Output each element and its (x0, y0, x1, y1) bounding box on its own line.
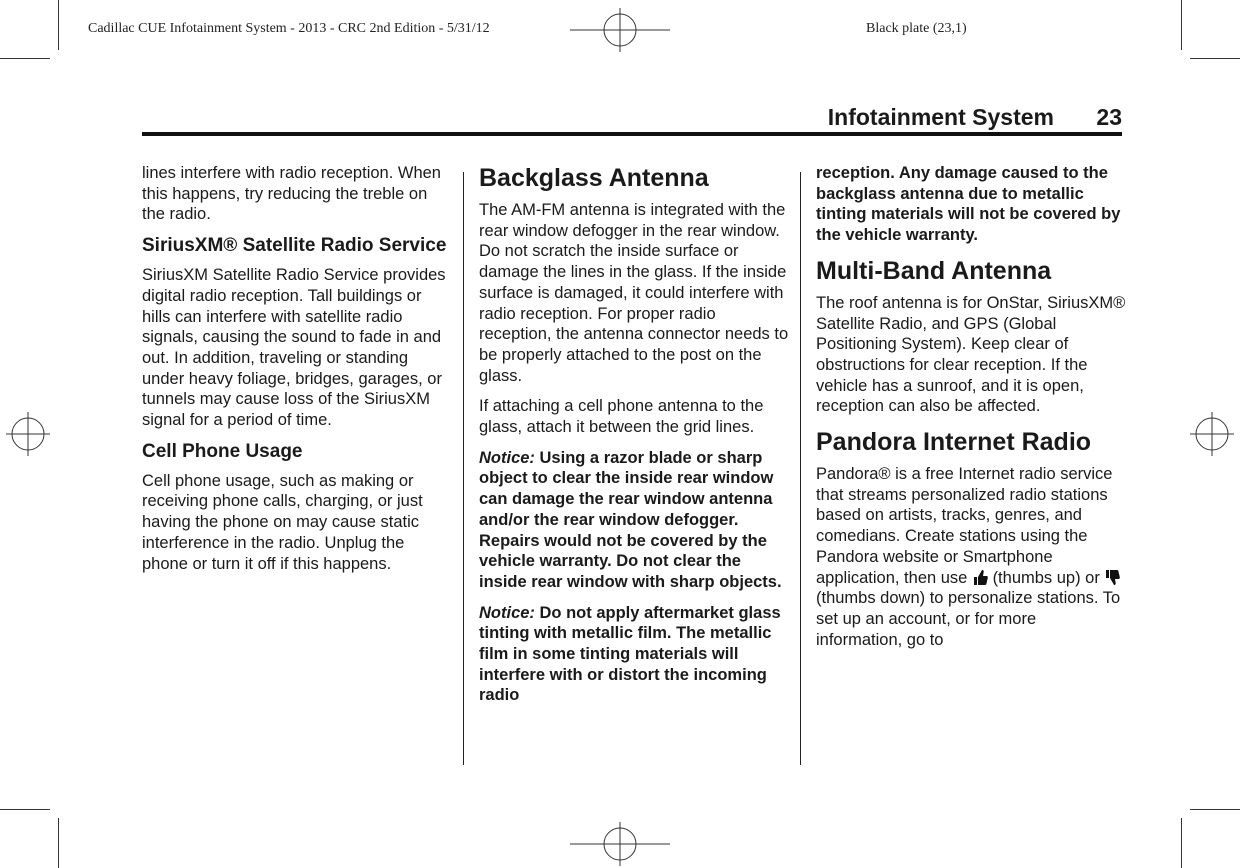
crop-mark-top-right-horizontal (1190, 58, 1240, 59)
siriusxm-heading: SiriusXM® Satellite Radio Service (142, 235, 447, 257)
notice-tinting (479, 603, 789, 707)
crop-mark-top-left-vertical (58, 0, 59, 50)
section-title: Infotainment System (827, 104, 1054, 130)
notice-label: Notice: (479, 448, 535, 467)
crop-mark-bottom-left-horizontal (0, 809, 50, 810)
thumbs-down-icon (1104, 569, 1120, 586)
notice-razor (479, 448, 789, 593)
backglass-paragraph-1: The AM-FM antenna is integrated with the rear window defogger in the rear window. Do not scratch the inside surface or damage the lines in the glass. If the inside surface is damaged, it could interfere with radio reception. For proper radio reception, the antenna connector needs to be properly attached to the post on the glass. (479, 201, 789, 385)
notice-label: Notice: (479, 603, 535, 622)
notice-text: Do not apply aftermarket glass tinting with metallic film. The metallic film in some tinting materials will interfere with or distort the incoming radio (479, 603, 781, 705)
notice-tinting-continued: reception. Any damage caused to the backglass antenna due to metallic tinting materials will not be covered by the vehicle warranty. (816, 164, 1121, 245)
column-right (816, 163, 1126, 660)
cellphone-paragraph: Cell phone usage, such as making or receiving phone calls, charging, or just having the phone on may cause static interference in the radio. Unplug the phone or turn it off if this happens. (142, 471, 423, 573)
print-slug-right: Black plate (23,1) (866, 21, 967, 36)
notice-text: Using a razor blade or sharp object to clear the inside rear window can damage the rear window antenna and/or the rear window defogger. Repairs would not be covered by the vehicle warranty. Do not clear the inside rear window with sharp objects. (479, 448, 782, 591)
multiband-heading: Multi-Band Antenna (816, 256, 1052, 285)
backglass-paragraph-2: If attaching a cell phone antenna to the glass, attach it between the grid lines. (479, 397, 764, 437)
intro-paragraph: lines interfere with radio reception. When this happens, try reducing the treble on the radio. (142, 164, 441, 224)
thumbs-up-icon (972, 569, 988, 586)
crop-mark-top-right-vertical (1181, 0, 1182, 50)
registration-mark-right (1190, 412, 1234, 456)
pandora-heading: Pandora Internet Radio (816, 428, 1092, 457)
print-slug-left: Cadillac CUE Infotainment System - 2013 - CRC 2nd Edition - 5/31/12 (88, 21, 490, 36)
pandora-paragraph (816, 464, 1126, 650)
registration-mark-left (6, 412, 50, 456)
column-left (142, 163, 452, 584)
crop-mark-bottom-left-vertical (58, 818, 59, 868)
header-rule (142, 132, 1122, 136)
pandora-thumbs-up-label: (thumbs up) or (992, 568, 1100, 587)
column-divider-left (463, 172, 464, 765)
pandora-text-before: Pandora® is a free Internet radio service that streams personalized radio stations based on artists, tracks, genres, and comedians. Create stations using the Pandora website or Smartphone application, then use (816, 465, 1113, 587)
running-head (142, 104, 1122, 132)
crop-mark-bottom-right-vertical (1181, 818, 1182, 868)
page-number: 23 (1096, 104, 1122, 130)
registration-mark-bottom (570, 822, 670, 866)
column-divider-right (800, 172, 801, 765)
crop-mark-top-left-horizontal (0, 58, 50, 59)
multiband-paragraph: The roof antenna is for OnStar, SiriusXM® Satellite Radio, and GPS (Global Positioning System). Keep clear of obstructions for clear reception. If the vehicle has a sunroof, and it is open, reception can also be affected. (816, 293, 1126, 416)
cellphone-heading: Cell Phone Usage (142, 440, 303, 462)
registration-mark-top (570, 8, 670, 52)
siriusxm-paragraph: SiriusXM Satellite Radio Service provides digital radio reception. Tall buildings or hills can interfere with satellite radio signals, causing the sound to fade in and out. In addition, traveling or standing under heavy foliage, bridges, garages, or tunnels may cause loss of the SiriusXM signal for a period of time. (142, 266, 446, 430)
crop-mark-bottom-right-horizontal (1190, 809, 1240, 810)
column-middle (479, 163, 789, 716)
backglass-heading: Backglass Antenna (479, 164, 709, 192)
pandora-text-after: (thumbs down) to personalize stations. To set up an account, or for more information, go to (816, 589, 1121, 649)
